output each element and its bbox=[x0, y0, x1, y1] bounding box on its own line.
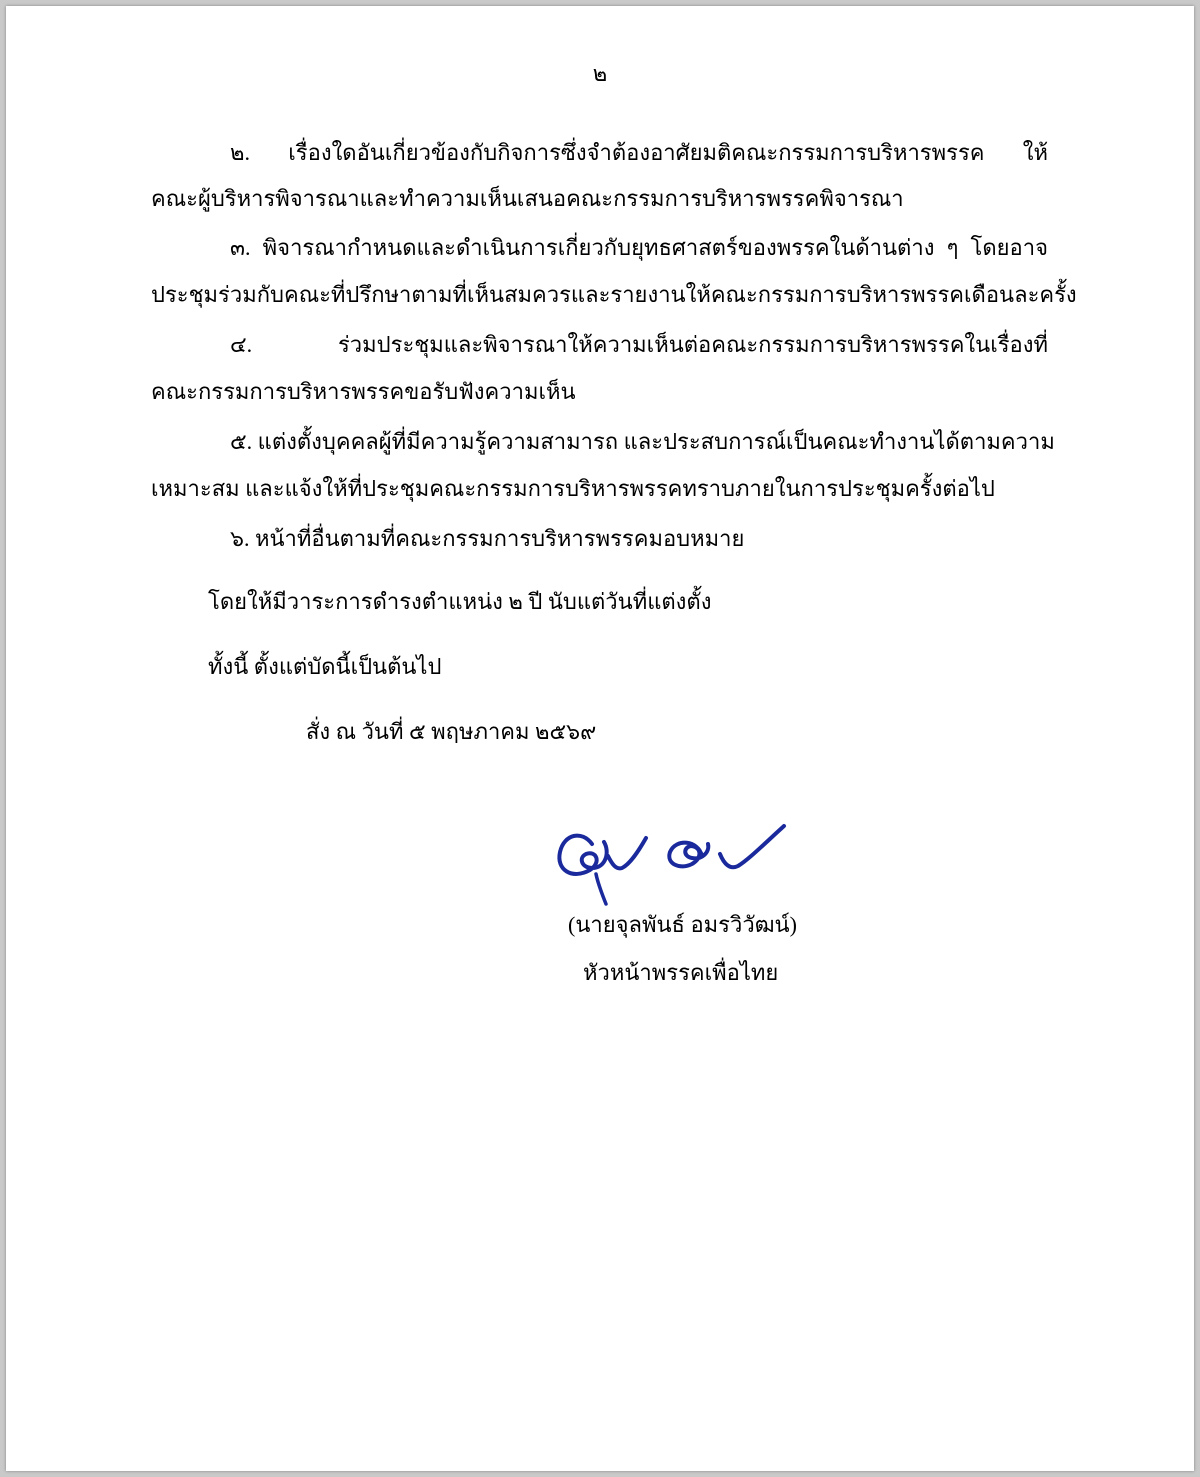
signature-stroke-5 bbox=[720, 826, 784, 867]
signature-stroke-2 bbox=[596, 874, 606, 904]
page-number: ๒ bbox=[592, 61, 608, 86]
item-6-line-1: ๖. หน้าที่อื่นตามที่คณะกรรมการบริหารพรรคมอบหมาย bbox=[230, 526, 745, 551]
signatory-name: (นายจุลพันธ์ อมรวิวัฒน์) bbox=[568, 912, 797, 937]
item-3-line-2: ประชุมร่วมกับคณะที่ปรึกษาตามที่เห็นสมควรและรายงานให้คณะกรรมการบริหารพรรคเดือนละครั้ง bbox=[151, 282, 1077, 307]
order-date: สั่ง ณ วันที่ ๕ พฤษภาคม ๒๕๖๙ bbox=[306, 719, 597, 744]
item-4-line-2: คณะกรรมการบริหารพรรคขอรับฟังความเห็น bbox=[151, 379, 576, 404]
item-5-line-1: ๕. แต่งตั้งบุคคลผู้ที่มีความรู้ความสามารถ และประสบการณ์เป็นคณะทำงานได้ตามความ bbox=[230, 429, 1055, 454]
signature-stroke-1 bbox=[559, 836, 606, 874]
signature-stroke-4 bbox=[669, 843, 708, 867]
term-statement: โดยให้มีวาระการดำรงตำแหน่ง ๒ ปี นับแต่วันที่แต่งตั้ง bbox=[208, 589, 712, 614]
item-3-line-1: ๓. พิจารณากำหนดและดำเนินการเกี่ยวกับยุทธศาสตร์ของพรรคในด้านต่าง ๆ โดยอาจ bbox=[230, 235, 1048, 260]
signature-stroke-3 bbox=[608, 838, 646, 868]
document-page bbox=[6, 6, 1194, 1471]
item-2-line-2: คณะผู้บริหารพิจารณาและทำความเห็นเสนอคณะกรรมการบริหารพรรคพิจารณา bbox=[151, 186, 904, 211]
signatory-title: หัวหน้าพรรคเพื่อไทย bbox=[583, 960, 779, 985]
handwritten-signature bbox=[552, 812, 797, 912]
effective-statement: ทั้งนี้ ตั้งแต่บัดนี้เป็นต้นไป bbox=[208, 654, 442, 679]
item-4-line-1: ๔. ร่วมประชุมและพิจารณาให้ความเห็นต่อคณะกรรมการบริหารพรรคในเรื่องที่ bbox=[230, 332, 1048, 357]
item-2-line-1: ๒. เรื่องใดอันเกี่ยวข้องกับกิจการซึ่งจำต้องอาศัยมติคณะกรรมการบริหารพรรค ให้ bbox=[230, 140, 1048, 165]
item-5-line-2: เหมาะสม และแจ้งให้ที่ประชุมคณะกรรมการบริหารพรรคทราบภายในการประชุมครั้งต่อไป bbox=[151, 476, 995, 501]
